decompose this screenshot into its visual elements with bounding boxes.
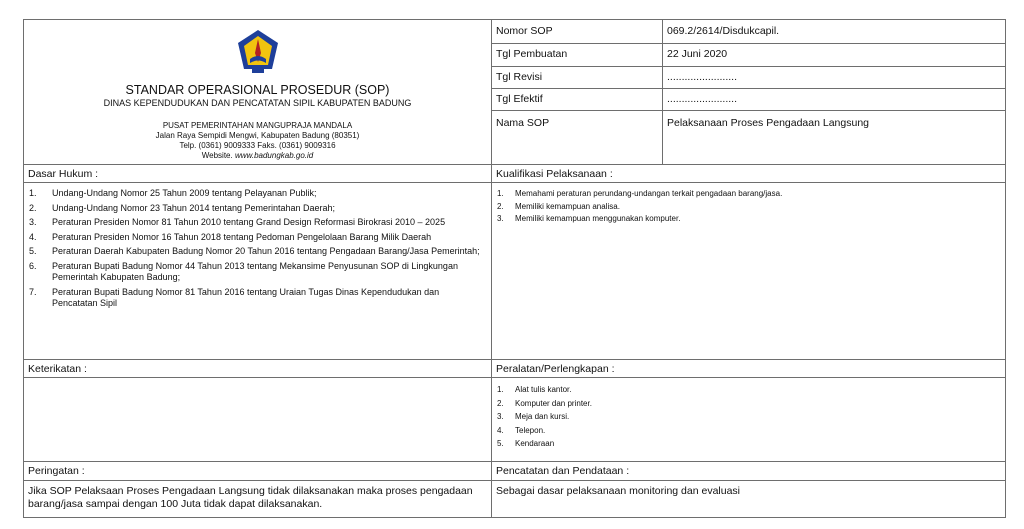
peringatan-text: Jika SOP Pelaksaan Proses Pengadaan Langsung tidak dilaksanakan maka proses pengadaan barang/jasa sampai dengan 100 Juta tidak dapat dilaksanakan. [28, 485, 473, 510]
item-text: Peraturan Presiden Nomor 16 Tahun 2018 tentang Pedoman Pengelolaan Barang Milik Daerah [52, 231, 432, 242]
list-item [494, 189, 999, 199]
item-text: Peraturan Bupati Badung Nomor 81 Tahun 2016 tentang Uraian Tugas Dinas Kependudukan dan Pencatatan Sipil [52, 286, 440, 308]
info-label-revisi: Tgl Revisi [496, 71, 543, 83]
row-divider [23, 461, 1006, 462]
list-item [26, 188, 484, 200]
row-divider [23, 359, 1006, 360]
info-label-nomor: Nomor SOP [496, 25, 553, 37]
item-number: 6. [29, 260, 37, 271]
info-value-nomor: 069.2/2614/Disdukcapil. [667, 25, 780, 37]
item-text: Alat tulis kantor. [515, 385, 572, 394]
info-row-divider [491, 110, 1006, 111]
office-phone: Telp. (0361) 9009333 Faks. (0361) 9009316 [179, 141, 336, 150]
item-number: 2. [497, 201, 504, 211]
list-item [494, 426, 999, 436]
badung-regency-emblem [236, 29, 280, 77]
list-item [26, 287, 484, 310]
pencatatan-text: Sebagai dasar pelaksanaan monitoring dan evaluasi [496, 485, 741, 497]
item-number: 4. [29, 231, 37, 242]
list-item [26, 217, 484, 229]
column-divider [491, 19, 492, 518]
border-bottom [23, 517, 1006, 518]
info-value-revisi: ........................ [667, 71, 738, 83]
info-row-divider [491, 43, 1006, 44]
item-text: Memiliki kemampuan analisa. [515, 201, 620, 211]
row-divider [23, 480, 1006, 481]
item-number: 3. [497, 412, 504, 422]
item-text: Meja dan kursi. [515, 412, 570, 422]
sop-title: STANDAR OPERASIONAL PROSEDUR (SOP) [125, 83, 390, 97]
item-text: Peraturan Presiden Nomor 81 Tahun 2010 tentang Grand Design Reformasi Birokrasi 2010 – 2025 [52, 217, 446, 227]
item-text: Peraturan Bupati Badung Nomor 44 Tahun 2013 tentang Mekansime Penyusunan SOP di Lingkungan Pemerintah Kabupaten Badung; [52, 260, 458, 282]
list-item [494, 202, 999, 212]
item-number: 1. [497, 189, 504, 198]
list-item [494, 439, 999, 449]
dasar-hukum-heading: Dasar Hukum : [28, 168, 99, 180]
info-value-nama: Pelaksanaan Proses Pengadaan Langsung [667, 117, 869, 129]
peralatan-list [494, 385, 999, 453]
keterikatan-heading: Keterikatan : [28, 363, 87, 375]
item-number: 2. [29, 202, 37, 213]
list-item [26, 203, 484, 215]
row-divider [23, 182, 1006, 183]
item-number: 7. [29, 286, 37, 297]
info-column-divider [662, 19, 663, 164]
item-text: Telepon. [515, 425, 546, 435]
kualifikasi-list [494, 189, 999, 227]
dasar-hukum-list [26, 188, 484, 313]
info-value-efektif: ........................ [667, 93, 738, 105]
office-name: PUSAT PEMERINTAHAN MANGUPRAJA MANDALA [162, 121, 353, 130]
item-text: Memiliki kemampuan menggunakan komputer. [515, 214, 681, 224]
peralatan-heading: Peralatan/Perlengkapan : [496, 363, 615, 375]
info-label-nama: Nama SOP [496, 117, 550, 129]
row-divider [23, 164, 1006, 165]
list-item [26, 232, 484, 244]
item-text: Memahami peraturan perundang-undangan terkait pengadaan barang/jasa. [515, 189, 783, 198]
item-number: 5. [29, 246, 37, 256]
item-number: 1. [29, 188, 37, 198]
item-number: 3. [29, 217, 37, 227]
border-right [1005, 19, 1006, 518]
item-text: Kendaraan [515, 439, 555, 449]
item-number: 5. [497, 439, 504, 449]
list-item [494, 412, 999, 422]
item-text: Undang-Undang Nomor 23 Tahun 2014 tentang Pemerintahan Daerah; [52, 202, 336, 213]
list-item [26, 246, 484, 258]
item-text: Peraturan Daerah Kabupaten Badung Nomor 20 Tahun 2016 tentang Pengadaan Barang/Jasa Pemerintah; [52, 246, 480, 256]
info-label-pembuatan: Tgl Pembuatan [496, 48, 568, 60]
kualifikasi-heading: Kualifikasi Pelaksanaan : [496, 168, 613, 180]
info-row-divider [491, 88, 1006, 89]
office-website-line [24, 151, 491, 161]
info-value-pembuatan: 22 Juni 2020 [667, 48, 728, 60]
row-divider [23, 377, 1006, 378]
website-link[interactable]: www.badungkab.go.id [234, 151, 314, 160]
department-name: DINAS KEPENDUDUKAN DAN PENCATATAN SIPIL KABUPATEN BADUNG [103, 98, 412, 108]
info-row-divider [491, 66, 1006, 67]
info-label-efektif: Tgl Efektif [496, 93, 543, 105]
list-item [494, 399, 999, 409]
pencatatan-heading: Pencatatan dan Pendataan : [496, 465, 630, 477]
peringatan-heading: Peringatan : [28, 465, 85, 477]
website-label: Website. [201, 151, 233, 160]
list-item [26, 261, 484, 284]
item-number: 3. [497, 214, 504, 224]
item-text: Komputer dan printer. [515, 398, 592, 408]
list-item [494, 385, 999, 395]
header-block [24, 20, 491, 164]
office-address: Jalan Raya Sempidi Mengwi, Kabupaten Badung (80351) [155, 131, 360, 140]
item-number: 1. [497, 385, 504, 394]
item-number: 4. [497, 425, 504, 435]
item-number: 2. [497, 398, 504, 408]
item-text: Undang-Undang Nomor 25 Tahun 2009 tentang Pelayanan Publik; [52, 188, 317, 198]
list-item [494, 214, 999, 224]
